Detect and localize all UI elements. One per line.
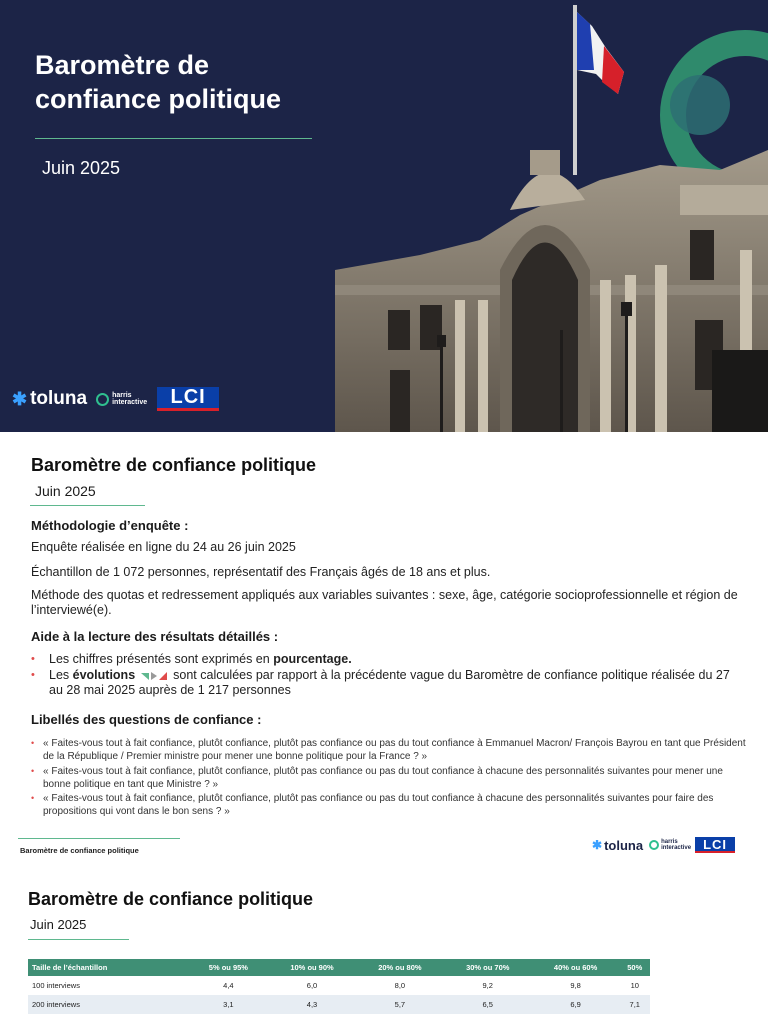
toluna-logo [592, 838, 643, 853]
question-item: • « Faites-vous tout à fait confiance, plutôt confiance, plutôt pas confiance ou pas du tout confiance à Emmanuel Macron/ François Bayrou en tant que Président de la République / Premier ministre pour mener une bonne politique pour la France ? » [31, 737, 746, 763]
questions-heading: Libellés des questions de confiance : [31, 712, 262, 727]
question-item: • « Faites-vous tout à fait confiance, plutôt confiance, plutôt pas confiance ou pas du tout confiance à chacune des personnalités suivantes pour mener une bonne politique en tant que Ministre ? » [31, 765, 746, 791]
table-cell: 6,0 [268, 976, 356, 995]
cover-title-line1: Baromètre de [35, 50, 210, 80]
cover-title [35, 48, 335, 116]
table-cell: 4,4 [189, 976, 268, 995]
reading-bullet-1-text: Les chiffres présentés sont exprimés en [49, 652, 274, 666]
table-row [28, 976, 650, 995]
reading-bullet-evolutions [31, 668, 746, 698]
harris-ring-icon [649, 840, 659, 850]
cover-title-line2: confiance politique [35, 84, 282, 114]
sample-page-title: Baromètre de confiance politique [28, 889, 314, 909]
cover-banner [0, 0, 768, 432]
methodology-divider [30, 505, 145, 506]
lci-logo: LCI [157, 387, 219, 411]
table-cell: 9,8 [532, 976, 620, 995]
evolution-arrows-icon [141, 671, 167, 681]
table-cell: 100 interviews [28, 976, 189, 995]
methodology-title: Baromètre de confiance politique [31, 455, 317, 475]
toluna-wordmark: toluna [604, 837, 644, 853]
table-cell: 8,0 [356, 976, 444, 995]
column-header: Taille de l’échantillon [28, 959, 189, 976]
question-item: • « Faites-vous tout à fait confiance, plutôt confiance, plutôt pas confiance ou pas du tout confiance à chacune des personnalités suivantes pour faire des propositions qui vont dans le bon sens ? » [31, 792, 746, 818]
sample-page-divider [28, 939, 129, 940]
toluna-star-icon: ✱ [592, 838, 603, 852]
harris-interactive-logo [96, 392, 147, 406]
harris-wordmark-line1: harris [112, 392, 132, 399]
sample-text: Échantillon de 1 072 personnes, représentatif des Français âgés de 18 ans et plus. [31, 565, 491, 579]
reading-bullet-2-pre: Les [49, 668, 73, 682]
toluna-wordmark: toluna [30, 388, 88, 409]
cover-divider [35, 138, 312, 139]
column-header: 30% ou 70% [444, 959, 532, 976]
reading-bullet-2-post: sont calculées par rapport à la précédente vague du Baromètre de confiance politique réalisée du 27 au 28 mai 2025 auprès de 1 217 personnes [49, 668, 730, 697]
table-cell: 3,1 [189, 995, 268, 1014]
toluna-star-icon: ✱ [12, 388, 28, 409]
column-header: 40% ou 60% [532, 959, 620, 976]
cover-logos [12, 385, 219, 413]
harris-interactive-logo [649, 839, 691, 851]
harris-wordmark-line2: interactive [661, 845, 692, 851]
sample-page-date: Juin 2025 [30, 917, 87, 932]
survey-dates-text: Enquête réalisée en ligne du 24 au 26 juin 2025 [31, 540, 296, 554]
quotas-text: Méthode des quotas et redressement appliqués aux variables suivantes : sexe, âge, catégorie socioprofessionnelle et région de l’interviewé(e). [31, 588, 738, 617]
table-cell: 9,2 [444, 976, 532, 995]
harris-ring-icon [96, 393, 109, 406]
footer-logos [592, 836, 735, 854]
table-cell: 7,1 [620, 995, 650, 1014]
lci-logo: LCI [695, 837, 735, 853]
table-cell: 6,9 [532, 995, 620, 1014]
survey-method-heading: Méthodologie d’enquête : [31, 518, 189, 533]
reading-bullet-1-bold: pourcentage. [273, 652, 352, 666]
column-header: 20% ou 80% [356, 959, 444, 976]
reading-help-heading: Aide à la lecture des résultats détaillés : [31, 629, 279, 644]
cover-date: Juin 2025 [42, 158, 121, 178]
footer-label: Baromètre de confiance politique [20, 846, 139, 855]
column-header: 50% [620, 959, 650, 976]
toluna-logo [12, 388, 87, 410]
column-header: 10% ou 90% [268, 959, 356, 976]
table-cell: 200 interviews [28, 995, 189, 1014]
methodology-date: Juin 2025 [35, 483, 96, 499]
table-header-row [28, 959, 650, 976]
table-cell: 6,5 [444, 995, 532, 1014]
table-cell: 10 [620, 976, 650, 995]
table-row [28, 995, 650, 1014]
reading-bullet-2-bold: évolutions [72, 668, 136, 682]
table-cell: 4,3 [268, 995, 356, 1014]
harris-wordmark-line2: interactive [112, 399, 148, 406]
table-cell: 5,7 [356, 995, 444, 1014]
sampling-error-table [28, 959, 650, 1014]
harris-wordmark-line1: harris [661, 839, 678, 845]
column-header: 5% ou 95% [189, 959, 268, 976]
reading-bullet-percentage [31, 652, 746, 667]
footer-divider [18, 838, 180, 839]
